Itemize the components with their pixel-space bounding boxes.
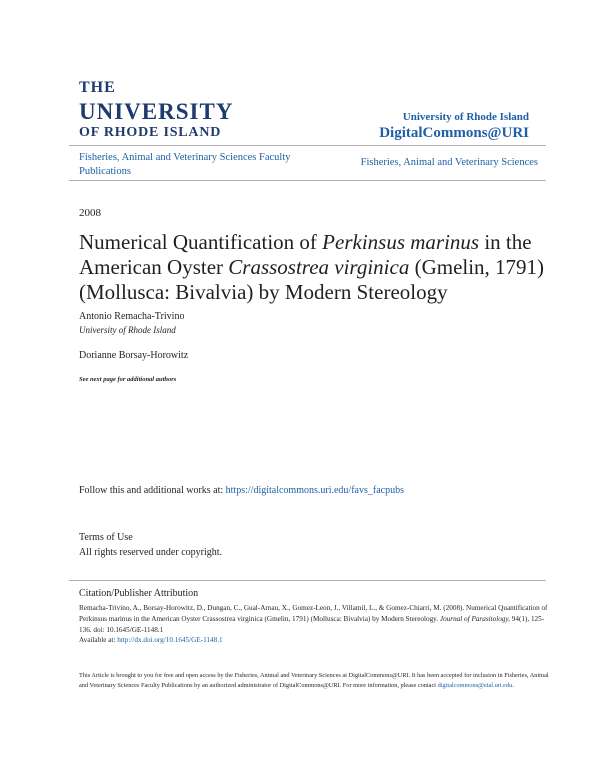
follow-text: Follow this and additional works at: (79, 485, 226, 496)
author-name[interactable]: Antonio Remacha-Trivino (79, 311, 185, 322)
follow-line (79, 485, 404, 496)
citation-journal: Journal of Parasitology, (439, 614, 510, 623)
doi-link[interactable]: http://dx.doi.org/10.1645/GE-1148.1 (117, 636, 223, 645)
citation-heading: Citation/Publisher Attribution (79, 588, 199, 599)
publication-year: 2008 (79, 207, 101, 219)
follow-link[interactable]: https://digitalcommons.uri.edu/favs_facpubs (225, 485, 404, 496)
author-name-2[interactable]: Dorianne Borsay-Horowitz (79, 350, 189, 361)
title-part-2: in the American Oyster (79, 230, 532, 279)
footer-notice (79, 671, 549, 692)
article-title (79, 230, 549, 305)
collection-divider (69, 180, 546, 181)
citation-body (79, 603, 549, 646)
title-italic-2: Crassostrea virginica (228, 255, 410, 279)
dc-name[interactable]: DigitalCommons@URI (379, 125, 529, 141)
university-logo (79, 80, 233, 140)
digital-commons-branding[interactable] (379, 111, 529, 142)
footer-text: This Article is brought to you for free and open access by the Fisheries, Animal and Veterinary Sciences at DigitalCommons@URI. It has been accepted for inclusion in Fisheries, Animal and Veterinary Sciences Faculty Publications by an authorized administrator of DigitalCommons@URI. For more information, please contact (79, 672, 549, 690)
footer-end: . (512, 682, 514, 690)
title-italic-1: Perkinsus marinus (322, 230, 480, 254)
terms-heading: Terms of Use (79, 532, 133, 543)
logo-university: UNIVERSITY (79, 99, 234, 124)
collection-link-left[interactable]: Fisheries, Animal and Veterinary Sciences Faculty Publications (79, 152, 291, 177)
terms-of-use (79, 531, 222, 560)
title-part-1: Numerical Quantification of (79, 230, 323, 254)
collection-link-right[interactable]: Fisheries, Animal and Veterinary Sciences (360, 157, 538, 168)
author-affiliation: University of Rhode Island (79, 325, 176, 335)
title-part-3: (Gmelin, 1791) (Mollusca: Bivalvia) by Modern Stereology (79, 255, 545, 304)
available-label: Available at: (79, 636, 118, 645)
citation-rest: 94(1), 125-136. doi: 10.1645/GE-1148.1 (79, 614, 545, 634)
logo-the: THE (79, 79, 116, 96)
citation-divider (69, 580, 546, 581)
citation-text: Remacha-Trivino, A., Borsay-Horowitz, D., Dungan, C., Gual-Arnau, X., Gomez-Leon, J., Villamil, L., & Gomez-Chiarri, M. (2008). Numerical Quantification of Perkinsus marinus in the American Oyster Crassostrea virginica (Gmelin, 1791) (Mollusca: Bivalvia) by Modern Stereology. (79, 604, 548, 623)
contact-email-link[interactable]: digitalcommons@etal.uri.edu (437, 682, 513, 690)
see-next-note: See next page for additional authors (79, 376, 177, 383)
logo-rhode-island: OF RHODE ISLAND (79, 125, 222, 140)
top-divider (69, 145, 546, 146)
dc-institution[interactable]: University of Rhode Island (402, 111, 529, 123)
terms-text: All rights reserved under copyright. (79, 546, 223, 558)
